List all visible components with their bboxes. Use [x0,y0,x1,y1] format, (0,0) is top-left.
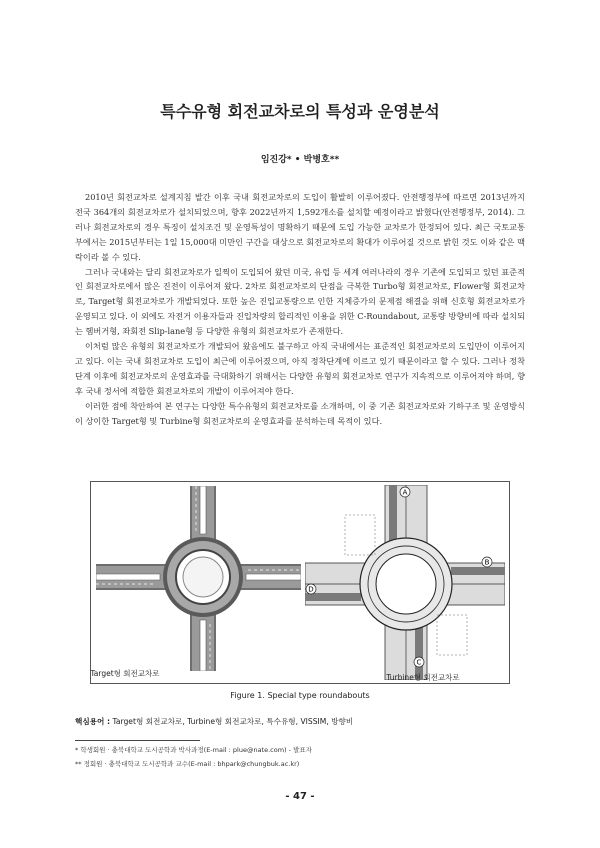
paragraph: 이러한 점에 착안하여 본 연구는 다양한 특수유형의 회전교차로를 소개하며, 이 중 기존 회전교차로와 기하구조 및 운영방식이 상이한 Target형 및 Turbine형 회전교차로의 운영효과를 분석하는데 목적이 있다. [75,400,525,426]
figure-title: Figure 1. Special type roundabouts [230,691,370,700]
keywords [75,716,525,727]
figure-frame [90,481,510,684]
target-roundabout-illustration [96,486,301,671]
footnote: ** 정회원 · 충북대학교 도시공학과 교수(E-mail : bhpark@chungbuk.ac.kr) [75,760,300,768]
body-text [75,190,525,429]
approach-label-a: A [402,488,408,497]
paragraph: 그러나 국내와는 달리 회전교차로가 일찍이 도입되어 왔던 미국, 유럽 등 세계 여러나라의 경우 기존에 도입되고 있던 표준적인 회전교차로에서 많은 진전이 이루어져 왔다. 2차로 회전교차로의 단점을 극복한 Turbo형 회전교차로, Flower형 회전교차로, Target형 회전교차로가 개발되었다. 또한 높은 진입교통량으로 인한 지체증가의 문제점 해결을 위해 신호형 회전교차로가 운영되고 있다. 이 외에도 자전거 이용자들과 진입차량의 합리적인 이용을 위한 C-Roundabout, 교통량 방향비에 따라 설치되는 헴버거형, 좌회전 Slip-lane형 등 다양한 유형의 회전교차로가 존재한다. [75,266,525,337]
approach-label-d: D [308,585,314,594]
approach-label-b: B [484,558,490,567]
paper-title: 특수유형 회전교차로의 특성과 운영분석 [160,102,440,121]
figure-caption-turbine: Turbine형 회전교차로 [386,673,460,682]
figure-caption-target: Target형 회전교차로 [90,669,160,678]
keywords-label: 핵심용어 : [75,717,111,726]
paragraph: 2010년 회전교차로 설계지침 발간 이후 국내 회전교차로의 도입이 활발히 이루어졌다. 안전행정부에 따르면 2013년까지 전국 364개의 회전교차로가 설치되었으며, 향후 2022년까지 1,592개소를 설치할 예정이라고 밝혔다(안전행정부, 2014). 그러나 회전교차로의 경우 특징이 설치조건 및 운영특성이 명확하기 때문에 도입 가능한 교차로가 한정되어 있다. 최근 국토교통부에서는 2015년부터는 1일 15,000대 미만인 구간을 대상으로 회전교차로의 확대가 이루어질 것으로 밝힌 것도 이와 같은 맥락이라 볼 수 있다. [75,192,525,262]
footnote-divider [75,740,200,741]
page-number: - 47 - [285,791,315,802]
keywords-text: Target형 회전교차로, Turbine형 회전교차로, 특수유형, VISSIM, 방향비 [112,717,354,726]
authors: 임진강* • 박병호** [260,155,340,165]
approach-label-c: C [416,658,422,667]
footnote: * 학생회원 · 충북대학교 도시공학과 박사과정(E-mail : plue@nate.com) - 발표자 [75,746,312,754]
paragraph: 이처럼 많은 유형의 회전교차로가 개발되어 왔음에도 불구하고 아직 국내에서는 표준적인 회전교차로의 도입만이 이루어지고 있다. 이는 국내 회전교차로 도입이 최근에 이루어졌으며, 아직 정착단계에 이르고 있기 때문이라고 할 수 있다. 그러나 정착단계 이후에 회전교차로의 운영효과를 극대화하기 위해서는 다양한 유형의 회전교차로 연구가 지속적으로 이루어져야 하며, 향후 국내 정서에 적합한 회전교차로의 개발이 이루어져야 한다. [75,341,525,396]
turbine-roundabout-illustration [305,485,505,680]
